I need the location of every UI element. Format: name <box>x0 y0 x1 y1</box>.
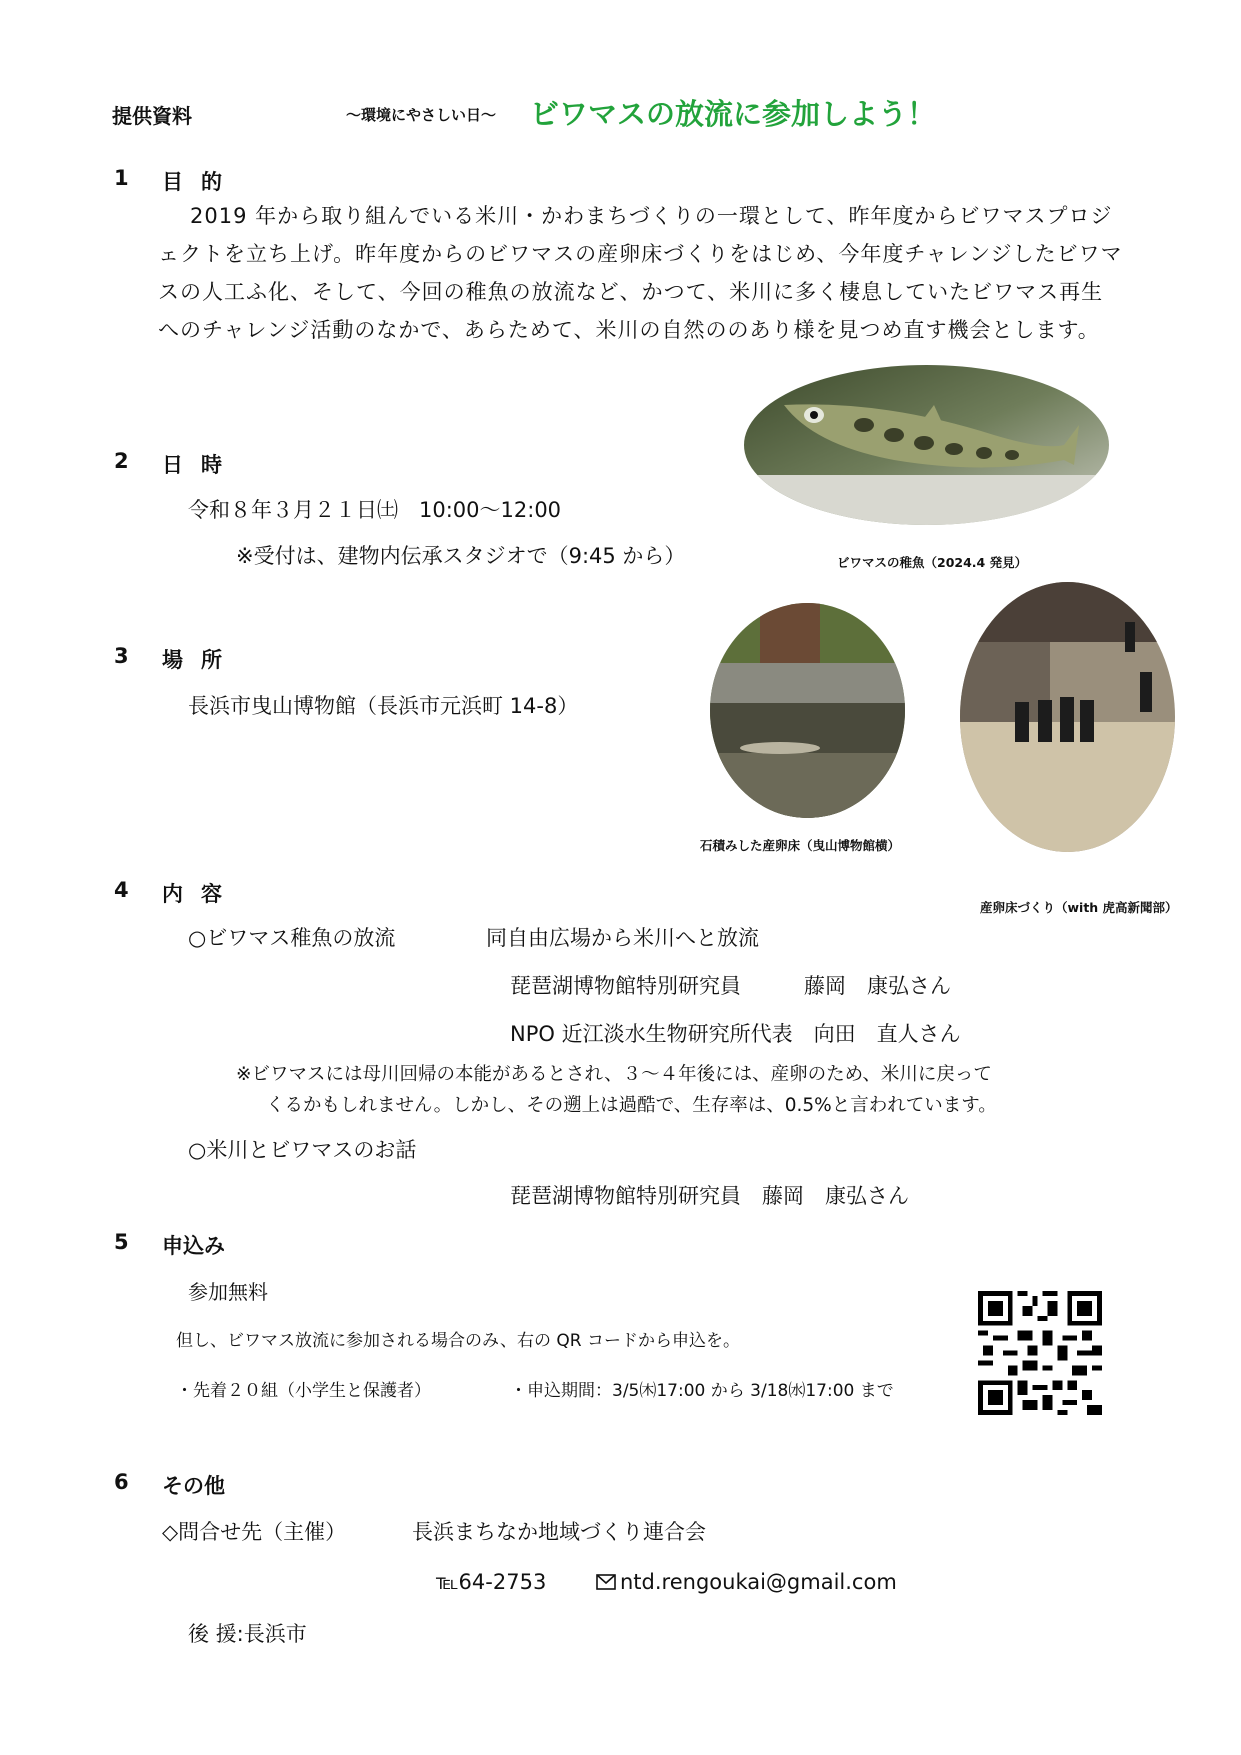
contact-tel: ℡64-2753 <box>436 1570 547 1594</box>
speaker-2: NPO 近江淡水生物研究所代表 向田 直人さん <box>510 1022 961 1046</box>
document-title: ビワマスの放流に参加しよう！ <box>530 97 937 131</box>
application-period: ・申込期間：3/5㈭17:00 から 3/18㈬17:00 まで <box>510 1381 894 1401</box>
section-2-number: 2 <box>114 449 129 473</box>
section-3-title: 場所 <box>162 648 240 672</box>
supporter: 後 援:長浜市 <box>188 1622 307 1646</box>
people-caption: 産卵床づくり（with 虎高新聞部） <box>980 900 1178 915</box>
reception-note: ※受付は、建物内伝承スタジオで（9:45 から） <box>236 544 686 568</box>
event-datetime: 令和８年３月２１日㈯ 10:00〜12:00 <box>188 498 562 522</box>
application-limit: ・先着２０組（小学生と保護者） <box>176 1381 431 1401</box>
document-subtitle: 〜環境にやさしい日〜 <box>346 106 497 124</box>
section-1-number: 1 <box>114 166 129 190</box>
river-caption: 石積みした産卵床（曳山博物館横） <box>700 838 901 853</box>
people-photo <box>960 582 1175 852</box>
application-qr-code[interactable] <box>978 1291 1102 1415</box>
section-4-title: 内容 <box>162 882 240 906</box>
content-item-1: ○ビワマス稚魚の放流 <box>188 926 396 950</box>
organizer-name: 長浜まちなか地域づくり連合会 <box>412 1520 706 1544</box>
envelope-icon <box>596 1565 616 1602</box>
content-item-2: ○米川とビワマスのお話 <box>188 1138 417 1162</box>
contact-email[interactable]: ntd.rengoukai@gmail.com <box>620 1570 897 1594</box>
document-label: 提供資料 <box>112 104 192 128</box>
contact-email-row[interactable] <box>596 1564 897 1602</box>
return-note-line-2: くるかもしれません。しかし、その遡上は過酷で、生存率は、0.5%と言われています。 <box>266 1095 997 1116</box>
fish-caption: ビワマスの稚魚（2024.4 発見） <box>837 555 1028 570</box>
return-note-line-1: ※ビワマスには母川回帰の本能があるとされ、３〜４年後には、産卵のため、米川に戻って <box>236 1064 992 1085</box>
speaker-3: 琵琶湖博物館特別研究員 藤岡 康弘さん <box>510 1184 909 1208</box>
section-6-title: その他 <box>162 1474 225 1498</box>
section-5-number: 5 <box>114 1230 129 1254</box>
application-note: 但し、ビワマス放流に参加される場合のみ、右の QR コードから申込を。 <box>176 1331 741 1351</box>
section-3-number: 3 <box>114 644 129 668</box>
section-1-paragraph: 2019 年から取り組んでいる米川・かわまちづくりの一環として、昨年度からビワマスプロジェクトを立ち上げ。昨年度からのビワマスの産卵床づくりをはじめ、今年度チャレンジしたビワマスの人工ふ化、そして、今回の稚魚の放流など、かつて、米川に多く棲息していたビワマス再生へのチャレンジ活動のなかで、あらためて、米川の自然ののあり様を見つめ直す機会とします。 <box>158 204 1123 342</box>
contact-label: ◇問合せ先（主催） <box>162 1520 347 1544</box>
section-4-number: 4 <box>114 878 129 902</box>
section-1-title: 目的 <box>162 170 240 194</box>
river-photo <box>710 603 905 818</box>
fish-photo <box>744 365 1109 525</box>
section-2-title: 日時 <box>162 453 240 477</box>
section-5-title: 申込み <box>162 1234 225 1258</box>
content-item-1-detail: 同自由広場から米川へと放流 <box>486 926 759 950</box>
event-place: 長浜市曳山博物館（長浜市元浜町 14-8） <box>188 694 579 718</box>
section-6-number: 6 <box>114 1470 129 1494</box>
participation-fee: 参加無料 <box>188 1280 268 1304</box>
speaker-1: 琵琶湖博物館特別研究員 藤岡 康弘さん <box>510 974 951 998</box>
